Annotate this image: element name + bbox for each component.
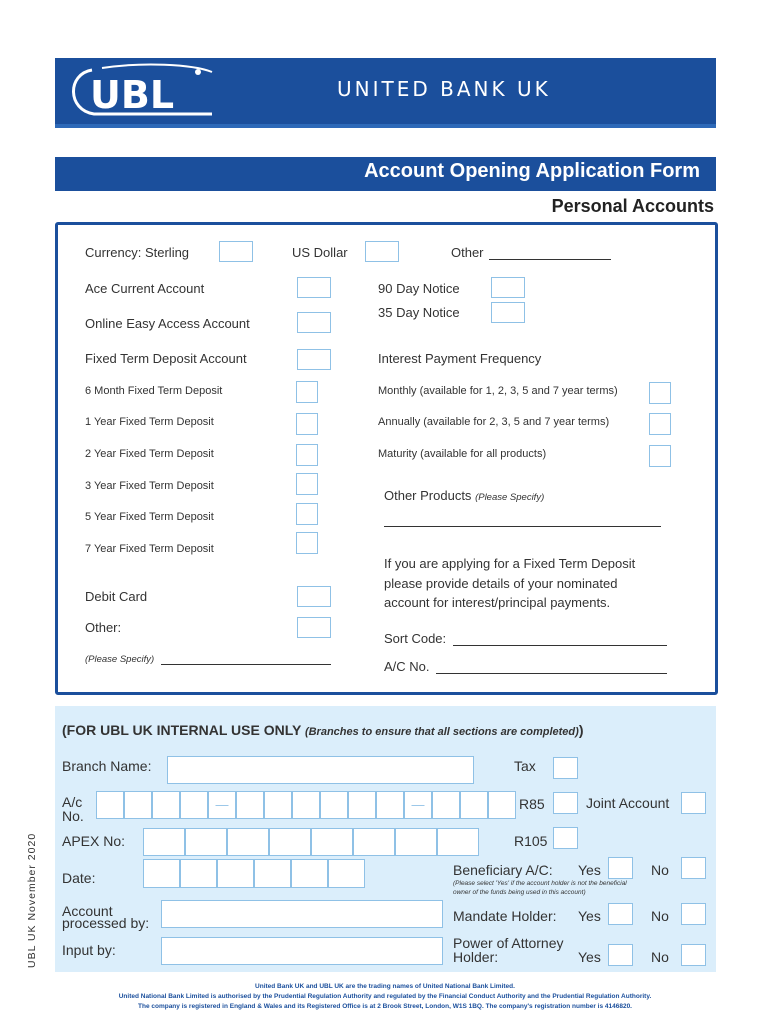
- notice-35-checkbox[interactable]: [491, 302, 525, 323]
- term-2-year-checkbox[interactable]: [296, 444, 318, 466]
- joint-account-checkbox[interactable]: [681, 792, 706, 814]
- other-products-label: Other Products (Please Specify): [384, 488, 545, 503]
- left-other-checkbox[interactable]: [297, 617, 331, 638]
- apex-cell[interactable]: [269, 828, 311, 856]
- notice-90-checkbox[interactable]: [491, 277, 525, 298]
- ubl-logo: [62, 62, 222, 120]
- apex-cell[interactable]: [185, 828, 227, 856]
- r85-label: R85: [519, 796, 545, 812]
- beneficiary-yes-checkbox[interactable]: [608, 857, 633, 879]
- form-title: Account Opening Application Form: [364, 160, 700, 182]
- fixed-term-checkbox[interactable]: [297, 349, 331, 370]
- mandate-no-label: No: [651, 908, 669, 924]
- ac-no-label: A/C No.: [384, 659, 430, 674]
- term-3-year-label: 3 Year Fixed Term Deposit: [85, 480, 214, 492]
- apex-cell[interactable]: [311, 828, 353, 856]
- ftd-note-line-1: If you are applying for a Fixed Term Deposit: [384, 556, 636, 571]
- annually-checkbox[interactable]: [649, 413, 671, 435]
- date-cell[interactable]: [254, 859, 291, 888]
- term-5-year-checkbox[interactable]: [296, 503, 318, 525]
- ace-current-label: Ace Current Account: [85, 281, 205, 296]
- ftd-note-line-2: please provide details of your nominated: [384, 576, 618, 591]
- debit-card-label: Debit Card: [85, 589, 148, 604]
- ac-digit-cell[interactable]: [180, 791, 208, 819]
- us-dollar-checkbox[interactable]: [365, 241, 399, 262]
- tax-checkbox[interactable]: [553, 757, 578, 779]
- apex-label: APEX No:: [62, 833, 126, 849]
- notice-90-label: 90 Day Notice: [378, 281, 460, 296]
- beneficiary-no-label: No: [651, 862, 669, 878]
- beneficiary-yes-label: Yes: [578, 862, 601, 878]
- date-cell[interactable]: [143, 859, 180, 888]
- apex-cell[interactable]: [227, 828, 269, 856]
- poa-no-checkbox[interactable]: [681, 944, 706, 966]
- currency-other-line[interactable]: [489, 259, 611, 260]
- left-other-specify-line[interactable]: [161, 664, 331, 665]
- sort-code-line[interactable]: [453, 645, 667, 646]
- mandate-yes-label: Yes: [578, 908, 601, 924]
- r105-checkbox[interactable]: [553, 827, 578, 849]
- poa-no-label: No: [651, 949, 669, 965]
- beneficiary-label: Beneficiary A/C:: [453, 862, 553, 878]
- form-subtitle: Personal Accounts: [551, 196, 714, 216]
- branch-name-label: Branch Name:: [62, 758, 152, 774]
- input-by-input[interactable]: [161, 937, 443, 965]
- ac-digit-cell[interactable]: [320, 791, 348, 819]
- apex-cell[interactable]: [353, 828, 395, 856]
- apex-cell[interactable]: [395, 828, 437, 856]
- branch-name-input[interactable]: [167, 756, 474, 784]
- date-cell[interactable]: [291, 859, 328, 888]
- ace-current-checkbox[interactable]: [297, 277, 331, 298]
- svg-text:UBL: UBL: [90, 73, 175, 117]
- ac-no-line[interactable]: [436, 673, 667, 674]
- beneficiary-no-checkbox[interactable]: [681, 857, 706, 879]
- monthly-label: Monthly (available for 1, 2, 3, 5 and 7 year terms): [378, 385, 618, 397]
- input-by-label: Input by:: [62, 942, 116, 958]
- apex-cell[interactable]: [437, 828, 479, 856]
- term-6-month-label: 6 Month Fixed Term Deposit: [85, 385, 223, 397]
- ac-dash-cell: —: [404, 791, 432, 819]
- ac-digit-cell[interactable]: [460, 791, 488, 819]
- account-processed-label-1: Account: [62, 903, 113, 919]
- currency-other-label: Other: [451, 245, 484, 260]
- poa-label-2: Holder:: [453, 949, 499, 965]
- ac-digit-cell[interactable]: [236, 791, 264, 819]
- side-version-text: UBL UK November 2020: [26, 832, 38, 968]
- ac-digit-cell[interactable]: [96, 791, 124, 819]
- ac-digit-cell[interactable]: [152, 791, 180, 819]
- beneficiary-note-1: (Please select 'Yes' if the account holder is not the beneficial: [453, 880, 627, 887]
- date-cells: [143, 859, 365, 888]
- poa-yes-checkbox[interactable]: [608, 944, 633, 966]
- term-2-year-label: 2 Year Fixed Term Deposit: [85, 448, 214, 460]
- no-label: No.: [62, 808, 84, 824]
- fixed-term-label: Fixed Term Deposit Account: [85, 351, 247, 366]
- ac-digit-cell[interactable]: [488, 791, 516, 819]
- notice-35-label: 35 Day Notice: [378, 305, 460, 320]
- ac-digit-cell[interactable]: [376, 791, 404, 819]
- ac-digit-cell[interactable]: [348, 791, 376, 819]
- term-6-month-checkbox[interactable]: [296, 381, 318, 403]
- date-cell[interactable]: [328, 859, 365, 888]
- account-number-cells: [96, 791, 516, 819]
- date-label: Date:: [62, 870, 96, 886]
- term-5-year-label: 5 Year Fixed Term Deposit: [85, 511, 214, 523]
- poa-label-1: Power of Attorney: [453, 935, 564, 951]
- online-easy-label: Online Easy Access Account: [85, 316, 250, 331]
- ac-digit-cell[interactable]: [432, 791, 460, 819]
- sort-code-label: Sort Code:: [384, 631, 447, 646]
- currency-sterling-label: Currency: Sterling: [85, 245, 190, 260]
- account-processed-input[interactable]: [161, 900, 443, 928]
- maturity-label: Maturity (available for all products): [378, 448, 547, 460]
- term-1-year-label: 1 Year Fixed Term Deposit: [85, 416, 214, 428]
- ac-label: A/c: [62, 794, 83, 810]
- bank-name: UNITED BANK UK: [337, 77, 551, 101]
- poa-yes-label: Yes: [578, 949, 601, 965]
- other-products-line[interactable]: [384, 526, 661, 527]
- r85-checkbox[interactable]: [553, 792, 578, 814]
- mandate-holder-label: Mandate Holder:: [453, 908, 557, 924]
- date-cell[interactable]: [180, 859, 217, 888]
- term-1-year-checkbox[interactable]: [296, 413, 318, 435]
- ac-dash-cell: —: [208, 791, 236, 819]
- account-processed-label-2: processed by:: [62, 915, 150, 931]
- ac-digit-cell[interactable]: [292, 791, 320, 819]
- apex-cells: [143, 828, 479, 856]
- interest-frequency-label: Interest Payment Frequency: [378, 351, 542, 366]
- footer-line-3: The company is registered in England & Wales and its Registered Office is at 2 Brook Street, London, W1S 1BQ. The company's registration number is 4146820.: [138, 1003, 632, 1010]
- date-cell[interactable]: [217, 859, 254, 888]
- tax-label: Tax: [514, 758, 536, 774]
- monthly-checkbox[interactable]: [649, 382, 671, 404]
- footer-line-2: United National Bank Limited is authorised by the Prudential Regulation Authority and regulated by the Financial Conduct Authority and the Prudential Regulation Authority.: [118, 993, 652, 1000]
- internal-heading: (FOR UBL UK INTERNAL USE ONLY (Branches to ensure that all sections are completed)): [62, 722, 584, 738]
- annually-label: Annually (available for 2, 3, 5 and 7 year terms): [378, 416, 610, 428]
- apex-cell[interactable]: [143, 828, 185, 856]
- r105-label: R105: [514, 833, 548, 849]
- term-3-year-checkbox[interactable]: [296, 473, 318, 495]
- mandate-yes-checkbox[interactable]: [608, 903, 633, 925]
- joint-account-label: Joint Account: [586, 795, 670, 811]
- term-7-year-label: 7 Year Fixed Term Deposit: [85, 543, 214, 555]
- debit-card-checkbox[interactable]: [297, 586, 331, 607]
- other-products-please-specify: (Please Specify): [475, 492, 545, 503]
- footer-line-1: United Bank UK and UBL UK are the trading names of United National Bank Limited.: [255, 983, 515, 990]
- maturity-checkbox[interactable]: [649, 445, 671, 467]
- beneficiary-note-2: owner of the funds being used in this account): [453, 889, 586, 896]
- ac-digit-cell[interactable]: [124, 791, 152, 819]
- left-other-label: Other:: [85, 620, 122, 635]
- left-please-specify: (Please Specify): [85, 654, 155, 665]
- us-dollar-label: US Dollar: [292, 245, 348, 260]
- mandate-no-checkbox[interactable]: [681, 903, 706, 925]
- sterling-checkbox[interactable]: [219, 241, 253, 262]
- ftd-note-line-3: account for interest/principal payments.: [384, 595, 611, 610]
- term-7-year-checkbox[interactable]: [296, 532, 318, 554]
- online-easy-checkbox[interactable]: [297, 312, 331, 333]
- ac-digit-cell[interactable]: [264, 791, 292, 819]
